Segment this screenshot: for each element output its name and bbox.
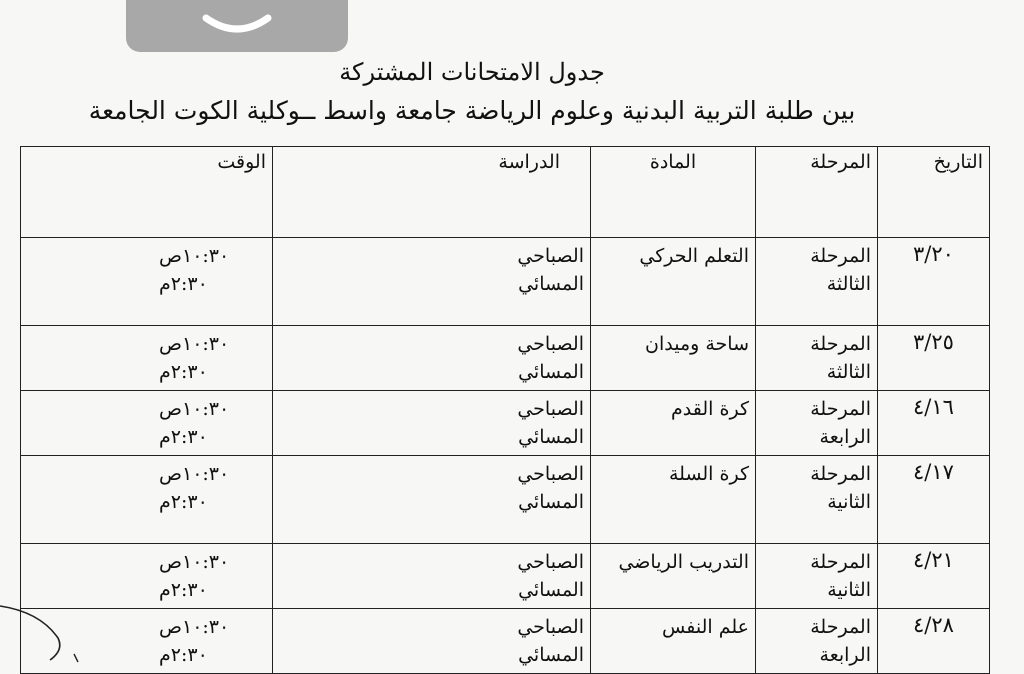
- header-study: الدراسة: [273, 147, 591, 238]
- cell-subject: كرة السلة: [591, 456, 756, 544]
- header-date: التاريخ: [878, 147, 990, 238]
- cell-date: ٤/٢٨: [878, 609, 990, 674]
- chevron-down-icon: [198, 10, 276, 40]
- table-row: [21, 238, 990, 326]
- document-title: جدول الامتحانات المشتركة: [339, 58, 605, 86]
- cell-time: ١٠:٣٠ص ٢:٣٠م: [21, 609, 273, 674]
- cell-date: ٤/٢١: [878, 544, 990, 609]
- cell-study: الصباحي المسائي: [273, 456, 591, 544]
- cell-time: ١٠:٣٠ص ٢:٣٠م: [21, 391, 273, 456]
- cell-stage: المرحلة الثالثة: [756, 326, 878, 391]
- cell-study: الصباحي المسائي: [273, 609, 591, 674]
- cell-time: ١٠:٣٠ص ٢:٣٠م: [21, 544, 273, 609]
- table-row: [21, 326, 990, 391]
- header-stage: المرحلة: [756, 147, 878, 238]
- cell-date: ٤/١٦: [878, 391, 990, 456]
- cell-subject: التدريب الرياضي: [591, 544, 756, 609]
- cell-subject: كرة القدم: [591, 391, 756, 456]
- table-row: [21, 456, 990, 544]
- cell-time: ١٠:٣٠ص ٢:٣٠م: [21, 326, 273, 391]
- document-subtitle: بين طلبة التربية البدنية وعلوم الرياضة جامعة واسط ــوكلية الكوت الجامعة: [88, 96, 856, 125]
- cell-stage: المرحلة الثالثة: [756, 238, 878, 326]
- pull-down-tab[interactable]: [126, 0, 348, 52]
- signature-scribble: [0, 600, 90, 666]
- cell-date: ٣/٢٠: [878, 238, 990, 326]
- table-row: [21, 609, 990, 674]
- cell-study: الصباحي المسائي: [273, 238, 591, 326]
- cell-date: ٣/٢٥: [878, 326, 990, 391]
- header-subject: المادة: [591, 147, 756, 238]
- table-row: [21, 391, 990, 456]
- cell-stage: المرحلة الرابعة: [756, 609, 878, 674]
- cell-stage: المرحلة الثانية: [756, 456, 878, 544]
- cell-subject: علم النفس: [591, 609, 756, 674]
- table-row: [21, 544, 990, 609]
- table-header-row: [21, 147, 990, 238]
- cell-study: الصباحي المسائي: [273, 326, 591, 391]
- cell-study: الصباحي المسائي: [273, 391, 591, 456]
- cell-stage: المرحلة الثانية: [756, 544, 878, 609]
- exam-schedule-table: [20, 146, 990, 674]
- cell-study: الصباحي المسائي: [273, 544, 591, 609]
- cell-time: ١٠:٣٠ص ٢:٣٠م: [21, 456, 273, 544]
- cell-time: ١٠:٣٠ص ٢:٣٠م: [21, 238, 273, 326]
- cell-subject: التعلم الحركي: [591, 238, 756, 326]
- cell-stage: المرحلة الرابعة: [756, 391, 878, 456]
- cell-date: ٤/١٧: [878, 456, 990, 544]
- cell-subject: ساحة وميدان: [591, 326, 756, 391]
- header-time: الوقت: [21, 147, 273, 238]
